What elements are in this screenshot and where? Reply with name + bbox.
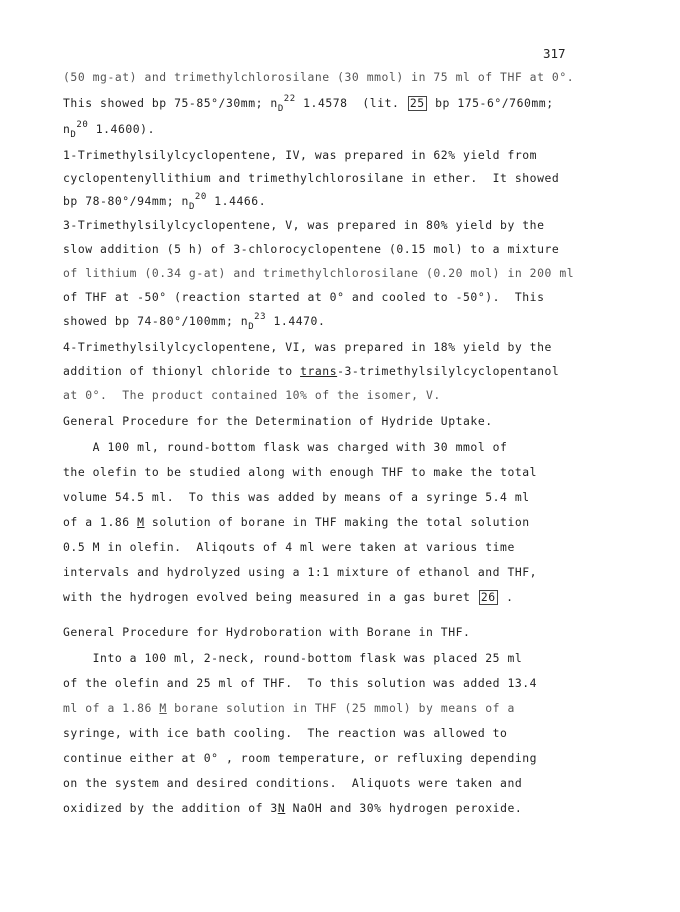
- section-heading-hydroboration: General Procedure for Hydroboration with Borane in THF.: [63, 625, 471, 639]
- text-line-8: slow addition (5 h) of 3-chlorocyclopentene (0.15 mol) to a mixture: [63, 242, 560, 256]
- text-segment: with the hydrogen evolved being measured in a gas buret: [63, 590, 478, 604]
- text-segment: solution of borane in THF making the total solution: [144, 515, 530, 529]
- text-line-29: on the system and desired conditions. Aliquots were taken and: [63, 776, 523, 790]
- text-segment: showed bp 74-80°/100mm; n: [63, 314, 249, 328]
- text-line-26: [63, 701, 515, 715]
- text-line-1: (50 mg-at) and trimethylchlorosilane (30 mmol) in 75 ml of THF at 0°.: [63, 70, 575, 84]
- section-heading-hydride-uptake: General Procedure for the Determination of Hydride Uptake.: [63, 414, 493, 428]
- text-line-16: A 100 ml, round-bottom flask was charged with 30 mmol of: [63, 440, 508, 454]
- text-line-30: [63, 801, 522, 815]
- text-line-2: [63, 94, 554, 114]
- subscript-d: D: [188, 202, 195, 212]
- molar-unit-underlined: M: [137, 515, 145, 529]
- text-segment: of a 1.86: [63, 515, 138, 529]
- trans-underlined: trans: [300, 364, 338, 378]
- text-line-27: syringe, with ice bath cooling. The reaction was allowed to: [63, 726, 508, 740]
- text-line-13: [63, 364, 559, 378]
- text-line-9: of lithium (0.34 g-at) and trimethylchlorosilane (0.20 mol) in 200 ml: [63, 266, 575, 280]
- text-line-20: 0.5 M in olefin. Aliqouts of 4 ml were taken at various time: [63, 540, 515, 554]
- text-line-17: the olefin to be studied along with enough THF to make the total: [63, 465, 538, 479]
- text-line-25: of the olefin and 25 ml of THF. To this solution was added 13.4: [63, 676, 538, 690]
- text-line-4: 1-Trimethylsilylcyclopentene, IV, was prepared in 62% yield from: [63, 148, 538, 162]
- text-line-12: 4-Trimethylsilylcyclopentene, VI, was prepared in 18% yield by the: [63, 340, 552, 354]
- text-line-21: intervals and hydrolyzed using a 1:1 mixture of ethanol and THF,: [63, 565, 538, 579]
- subscript-d: D: [248, 322, 255, 332]
- text-segment: This showed bp 75-85°/30mm; n: [63, 96, 278, 110]
- text-segment: ml of a 1.86: [63, 701, 160, 715]
- text-line-22: [63, 590, 514, 605]
- superscript-temp: 23: [254, 312, 267, 322]
- subscript-d: D: [70, 130, 77, 140]
- text-segment: -3-trimethylsilylcyclopentanol: [337, 364, 560, 378]
- text-segment: bp 175-6°/760mm;: [427, 96, 554, 110]
- reference-bracket: 25: [409, 96, 425, 110]
- reference-bracket: 26: [480, 590, 496, 604]
- text-segment: addition of thionyl chloride to: [63, 364, 301, 378]
- text-segment: borane solution in THF (25 mmol) by means of a: [166, 701, 515, 715]
- molar-unit-underlined: M: [159, 701, 167, 715]
- text-line-6: [63, 192, 267, 212]
- superscript-temp: 20: [76, 120, 89, 130]
- text-segment: .: [498, 590, 514, 604]
- text-line-24: Into a 100 ml, 2-neck, round-bottom flask was placed 25 ml: [63, 651, 523, 665]
- text-line-19: [63, 515, 530, 529]
- normal-unit-underlined: N: [277, 801, 286, 815]
- text-line-18: volume 54.5 ml. To this was added by means of a syringe 5.4 ml: [63, 490, 530, 504]
- text-line-3: [63, 120, 155, 140]
- superscript-temp: 20: [194, 192, 207, 202]
- text-segment: 1.4600).: [88, 122, 155, 136]
- text-line-14: at 0°. The product contained 10% of the isomer, V.: [63, 388, 441, 402]
- text-segment: oxidized by the addition of 3: [63, 801, 278, 815]
- subscript-d: D: [277, 104, 284, 114]
- text-line-10: of THF at -50° (reaction started at 0° and cooled to -50°). This: [63, 290, 545, 304]
- text-segment: 1.4578 (lit.: [295, 96, 407, 110]
- text-segment: 1.4466.: [206, 194, 267, 208]
- text-segment: n: [63, 122, 71, 136]
- text-segment: 1.4470.: [266, 314, 326, 328]
- text-segment: bp 78-80°/94mm; n: [63, 194, 189, 208]
- text-line-5: cyclopentenyllithium and trimethylchlorosilane in ether. It showed: [63, 171, 560, 185]
- page-number: 317: [543, 46, 566, 61]
- text-segment: NaOH and 30% hydrogen peroxide.: [285, 801, 523, 815]
- text-line-28: continue either at 0° , room temperature, or refluxing depending: [63, 751, 538, 765]
- superscript-temp: 22: [283, 94, 296, 104]
- text-line-7: 3-Trimethylsilylcyclopentene, V, was prepared in 80% yield by the: [63, 218, 545, 232]
- text-line-11: [63, 312, 326, 332]
